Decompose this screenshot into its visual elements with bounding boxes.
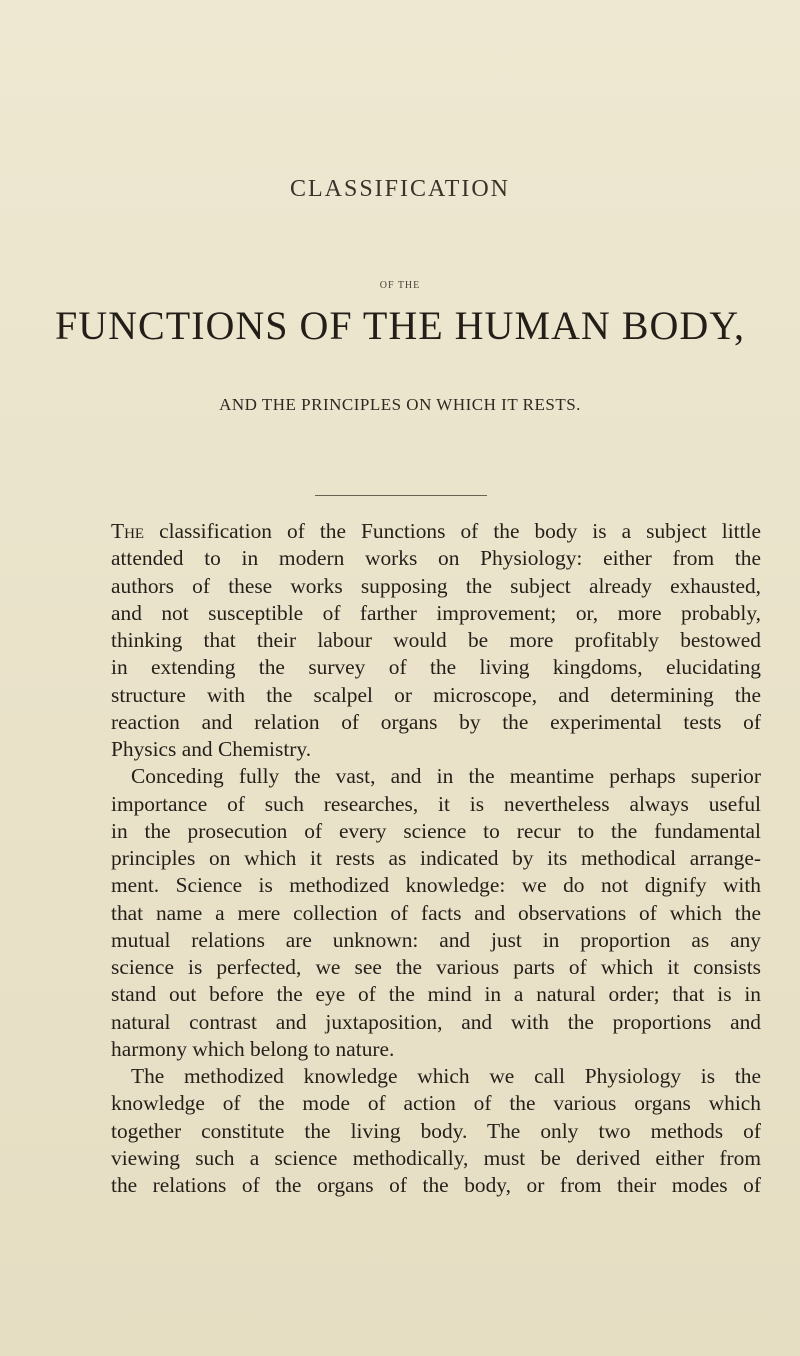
text-line: ment. Science is methodized knowledge: we do not dignify with (111, 873, 761, 898)
text-line: viewing such a science methodically, must be derived either from (111, 1145, 761, 1170)
body-text (111, 518, 761, 1199)
text-line: science is perfected, we see the various parts of which it consists (111, 955, 761, 979)
heading-classification: CLASSIFICATION (289, 176, 511, 202)
text-line (111, 518, 761, 545)
text-line: Conceding fully the vast, and in the meantime perhaps superior (131, 764, 761, 789)
text-line: attended to in modern works on Physiology: either from the (111, 546, 761, 571)
text-line: mutual relations are unknown: and just in proportion as any (111, 927, 761, 952)
text-line: the relations of the organs of the body, or from their modes of (111, 1173, 761, 1197)
text-line: that name a mere collection of facts and observations of which the (111, 900, 761, 925)
text-line: importance of such researches, it is nevertheless always useful (111, 791, 761, 816)
heading-subtitle: AND THE PRINCIPLES ON WHICH IT RESTS. (219, 395, 581, 414)
text-line: together constitute the living body. The only two methods of (111, 1118, 761, 1143)
text-line: knowledge of the mode of action of the various organs which (111, 1091, 761, 1116)
lead-word: The (111, 519, 145, 543)
text-line: principles on which it rests as indicated by its methodical arrange- (111, 846, 761, 870)
heading-of-the: OF THE (379, 280, 421, 291)
text-line-content: classification of the Functions of the body is a subject little (144, 519, 761, 543)
text-line: structure with the scalpel or microscope, and determining the (111, 682, 761, 707)
text-line: in extending the survey of the living kingdoms, elucidating (111, 655, 761, 680)
text-line: and not susceptible of farther improvement; or, more probably, (111, 600, 761, 625)
text-line: harmony which belong to nature. (111, 1036, 395, 1061)
text-line: The methodized knowledge which we call Physiology is the (131, 1064, 761, 1088)
heading-title: FUNCTIONS OF THE HUMAN BODY, (55, 303, 745, 348)
text-line: Physics and Chemistry. (111, 737, 312, 761)
text-line: stand out before the eye of the mind in a natural order; that is in (111, 982, 761, 1007)
text-line: in the prosecution of every science to recur to the fundamental (111, 818, 761, 843)
text-line: natural contrast and juxtaposition, and with the proportions and (111, 1009, 761, 1034)
text-line: reaction and relation of organs by the experimental tests of (111, 709, 761, 734)
section-divider (315, 495, 487, 496)
text-line: thinking that their labour would be more profitably bestowed (111, 628, 761, 652)
text-line: authors of these works supposing the subject already exhausted, (111, 573, 761, 598)
